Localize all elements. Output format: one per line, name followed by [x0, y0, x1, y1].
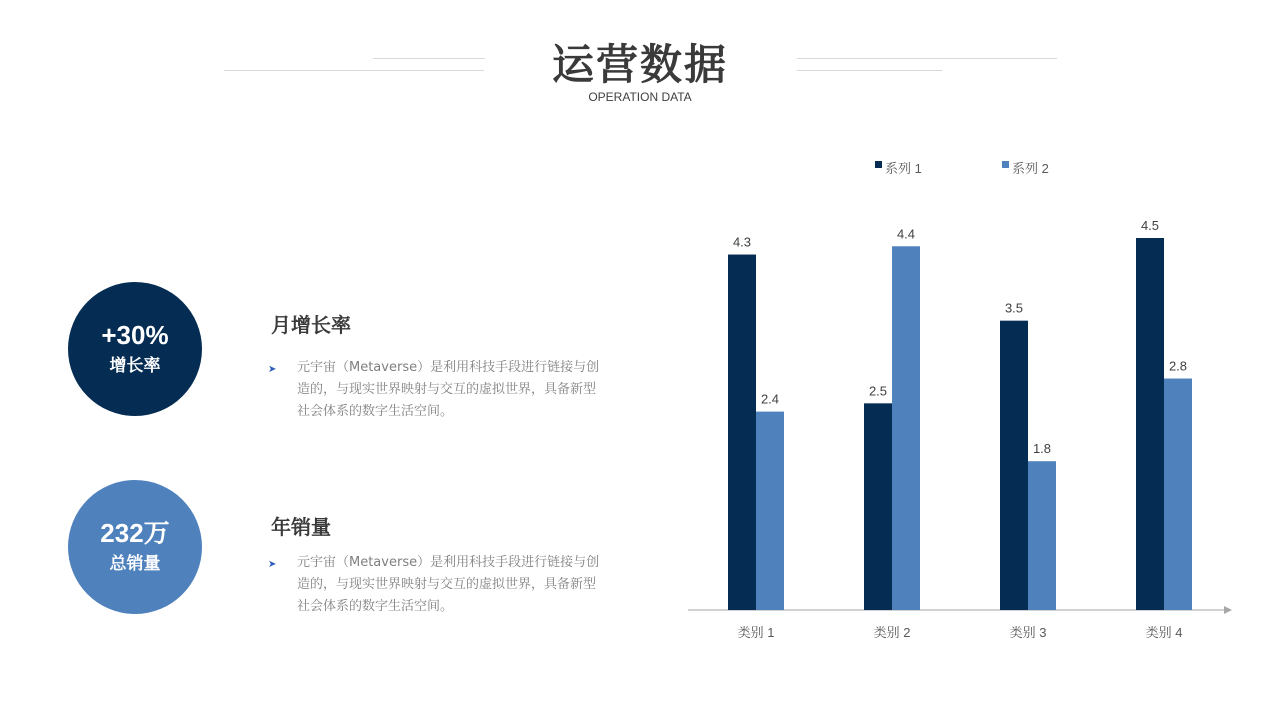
stat-label: 总销量 [109, 554, 161, 574]
stat-heading: 月增长率 [271, 313, 351, 337]
bar [1000, 321, 1028, 610]
x-tick-label: 类别 4 [1145, 625, 1183, 640]
bar [864, 403, 892, 610]
stat-heading: 年销量 [271, 515, 331, 539]
stat-description: 元宇宙（Metaverse）是利用科技手段进行链接与创造的，与现实世界映射与交互的虚拟世界，具备新型社会体系的数字生活空间。 [297, 555, 600, 614]
legend-swatch [1002, 161, 1009, 168]
arrow-bullet-icon: ➤ [268, 559, 277, 570]
legend-label: 系列 1 [885, 161, 922, 176]
data-label: 1.8 [1032, 441, 1052, 457]
data-label: 2.8 [1168, 358, 1188, 374]
data-label: 4.3 [732, 234, 752, 250]
bar [728, 255, 756, 610]
legend-swatch [875, 161, 882, 168]
data-label: 2.4 [760, 391, 780, 407]
bar [1164, 379, 1192, 610]
stat-description: 元宇宙（Metaverse）是利用科技手段进行链接与创造的，与现实世界映射与交互的虚拟世界，具备新型社会体系的数字生活空间。 [297, 360, 600, 419]
x-axis-arrow-icon [1224, 606, 1232, 614]
data-label: 3.5 [1004, 300, 1024, 316]
stat-value: +30% [101, 320, 169, 350]
bar [1028, 461, 1056, 610]
x-tick-label: 类别 3 [1009, 625, 1047, 640]
bar [756, 412, 784, 610]
data-label: 4.5 [1140, 218, 1160, 233]
x-tick-label: 类别 1 [737, 625, 775, 640]
legend-label: 系列 2 [1012, 161, 1049, 176]
stat-value: 232万 [100, 518, 170, 548]
bar [892, 246, 920, 610]
x-tick-label: 类别 2 [873, 625, 911, 640]
page-title: 运营数据 [551, 40, 728, 89]
data-label: 2.5 [868, 383, 888, 399]
stat-label: 增长率 [109, 356, 161, 376]
bar [1136, 238, 1164, 610]
data-label: 4.4 [896, 226, 916, 242]
arrow-bullet-icon: ➤ [268, 364, 277, 375]
page-subtitle: OPERATION DATA [588, 90, 692, 104]
